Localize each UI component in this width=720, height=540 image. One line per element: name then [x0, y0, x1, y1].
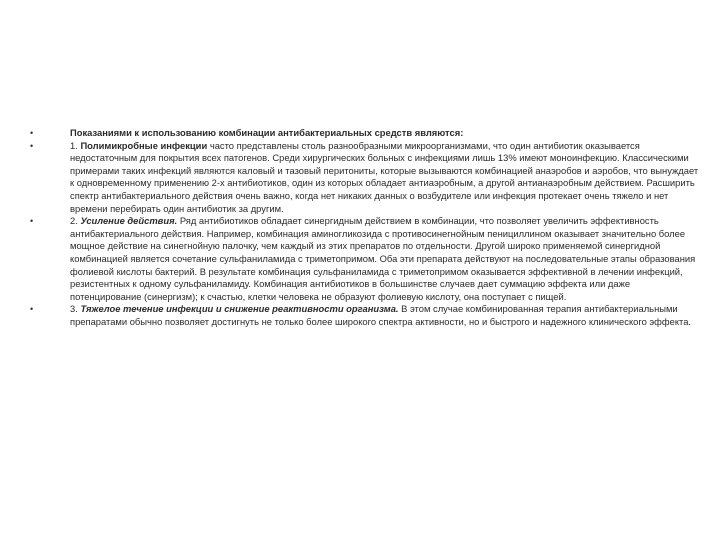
item-text: В этом случае комбинированная терапия антибактериальными препаратами обычно позволяет достигнуть не только более широкого спектра активности, но и быстрого и надежного клинического эффекта.: [70, 303, 692, 327]
item-number: 2.: [70, 215, 78, 227]
list-item-1: [30, 140, 700, 216]
bullet-icon: •: [30, 128, 34, 138]
item-term: Усиление действия.: [80, 215, 178, 227]
bullet-icon: •: [30, 304, 34, 315]
bullet-list: [30, 127, 700, 329]
item-text: Ряд антибиотиков обладает синергидным действием в комбинации, что позволяет увеличить эффективность антибактериального действия. Например, комбинация аминогликозида с противосинегнойным пенициллином оказывает значительно более мощное действие на синегнойную палочку, чем каждый из этих препаратов по отдельности. Другой широко применяемой синергидной комбинацией является сочетание сульфаниламида с триметопримом. Оба эти препарата действуют на последовательные этапы образования фолиевой кислоты бактерий. В результате комбинация сульфаниламида с триметопримом оказывается эффективной в лечении инфекций, резистентных к одному сульфаниламиду. Комбинация антибиотиков в большинстве случаев дает суммацию эффекта или даже потенцирование (синергизм); к счастью, клетки человека не образуют фолиевую кислоту, она поступает с пищей.: [70, 215, 696, 302]
bullet-icon: •: [30, 216, 34, 227]
list-item-heading: [30, 127, 700, 140]
item-number: 1.: [70, 139, 78, 151]
item-term: Тяжелое течение инфекции и снижение реактивности организма.: [80, 303, 399, 315]
item-text: часто представлены столь разнообразными микроорганизмами, что один антибиотик оказывается недостаточным для покрытия всех патогенов. Среди хирургических больных с инфекциями лишь 13% имеют моноинфекцию. Классическими примерами таких инфекций являются каловый и тазовый перитониты, которые вызываются комбинацией анаэробов и аэробов, что вынуждает к одновременному применению 2-х антибиотиков, один из которых обладает антиаэробным, а другой антианаэробным действием. Расширить спектр антибактериального действия очень важно, когда нет никаких данных о возбудителе или инфекция протекает очень тяжело и нет времени перебирать один антибиотик за другим.: [70, 139, 699, 214]
list-heading: Показаниями к использованию комбинации антибактериальных средств являются:: [70, 127, 464, 138]
list-item-3: [30, 303, 700, 328]
item-number: 3.: [70, 303, 78, 315]
item-term: Полимикробные инфекции: [80, 139, 208, 151]
list-item-2: [30, 215, 700, 303]
bullet-icon: •: [30, 140, 34, 151]
